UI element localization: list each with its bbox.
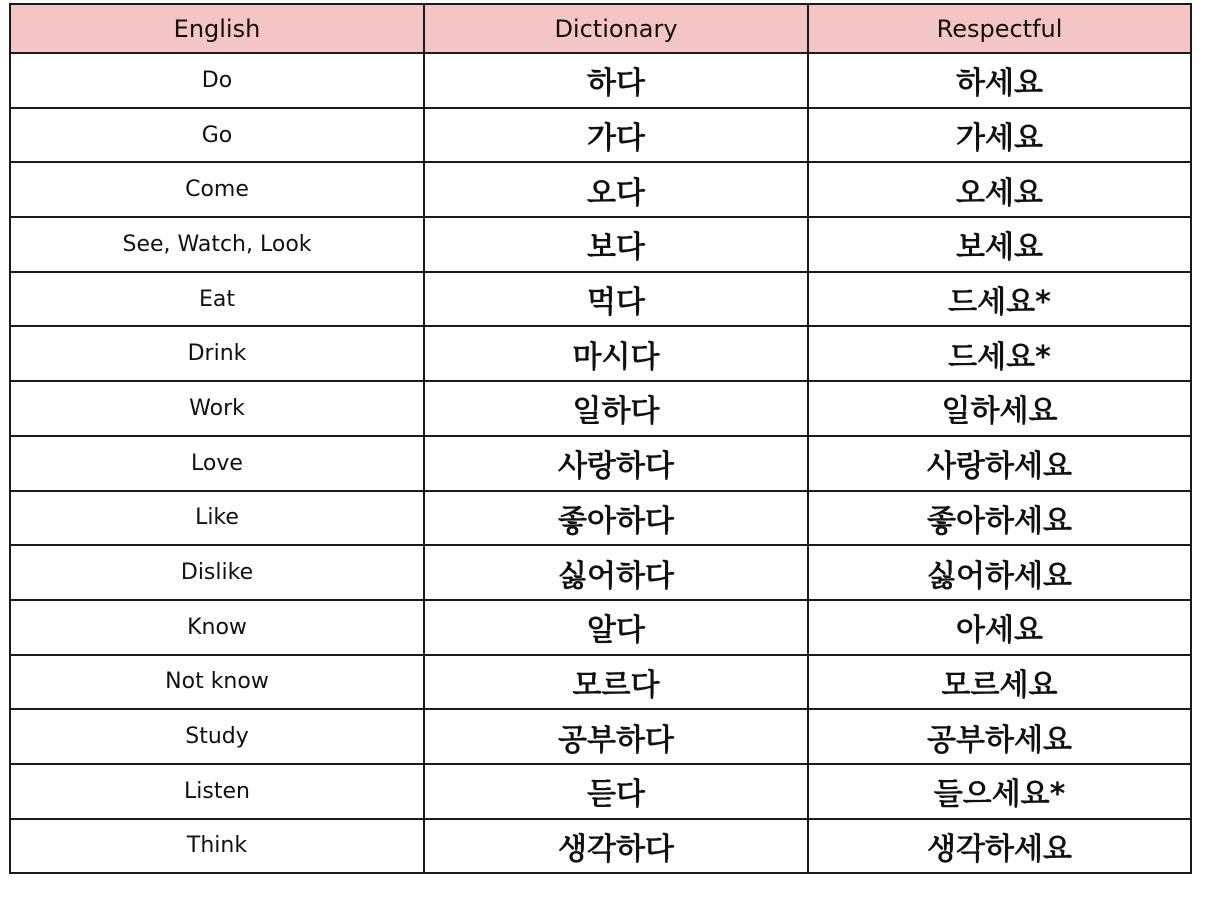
english-cell: Think [10,819,424,874]
dictionary-form-cell: 생각하다 [424,819,808,874]
respectful-form-cell: 드세요* [808,326,1191,381]
respectful-form-cell: 공부하세요 [808,709,1191,764]
table-row [10,709,1191,764]
respectful-form-cell: 일하세요 [808,381,1191,436]
dictionary-form-cell: 보다 [424,217,808,272]
dictionary-form-cell: 좋아하다 [424,491,808,546]
table-row [10,53,1191,108]
verb-conjugation-table [9,3,1192,874]
respectful-form-cell: 아세요 [808,600,1191,655]
dictionary-form-cell: 마시다 [424,326,808,381]
table-row [10,326,1191,381]
english-cell: Do [10,53,424,108]
table-row [10,217,1191,272]
english-cell: Study [10,709,424,764]
header-respectful: Respectful [808,4,1191,53]
respectful-form-cell: 하세요 [808,53,1191,108]
respectful-form-cell: 가세요 [808,108,1191,163]
table-row [10,655,1191,710]
header-dictionary: Dictionary [424,4,808,53]
english-cell: Drink [10,326,424,381]
english-cell: Go [10,108,424,163]
dictionary-form-cell: 오다 [424,162,808,217]
table-row [10,764,1191,819]
header-row [10,4,1191,53]
dictionary-form-cell: 가다 [424,108,808,163]
table-row [10,162,1191,217]
table-body [10,53,1191,873]
respectful-form-cell: 좋아하세요 [808,491,1191,546]
respectful-form-cell: 사랑하세요 [808,436,1191,491]
table-row [10,491,1191,546]
table-row [10,436,1191,491]
english-cell: Work [10,381,424,436]
english-cell: Dislike [10,545,424,600]
english-cell: See, Watch, Look [10,217,424,272]
table-row [10,381,1191,436]
dictionary-form-cell: 듣다 [424,764,808,819]
header-english: English [10,4,424,53]
english-cell: Like [10,491,424,546]
dictionary-form-cell: 모르다 [424,655,808,710]
respectful-form-cell: 드세요* [808,272,1191,327]
dictionary-form-cell: 싫어하다 [424,545,808,600]
english-cell: Not know [10,655,424,710]
dictionary-form-cell: 일하다 [424,381,808,436]
english-cell: Love [10,436,424,491]
english-cell: Eat [10,272,424,327]
dictionary-form-cell: 하다 [424,53,808,108]
table-row [10,819,1191,874]
english-cell: Listen [10,764,424,819]
english-cell: Know [10,600,424,655]
respectful-form-cell: 싫어하세요 [808,545,1191,600]
table-row [10,108,1191,163]
respectful-form-cell: 들으세요* [808,764,1191,819]
respectful-form-cell: 모르세요 [808,655,1191,710]
english-cell: Come [10,162,424,217]
respectful-form-cell: 보세요 [808,217,1191,272]
table-row [10,272,1191,327]
table-row [10,545,1191,600]
respectful-form-cell: 오세요 [808,162,1191,217]
dictionary-form-cell: 사랑하다 [424,436,808,491]
dictionary-form-cell: 공부하다 [424,709,808,764]
dictionary-form-cell: 알다 [424,600,808,655]
table-row [10,600,1191,655]
dictionary-form-cell: 먹다 [424,272,808,327]
respectful-form-cell: 생각하세요 [808,819,1191,874]
